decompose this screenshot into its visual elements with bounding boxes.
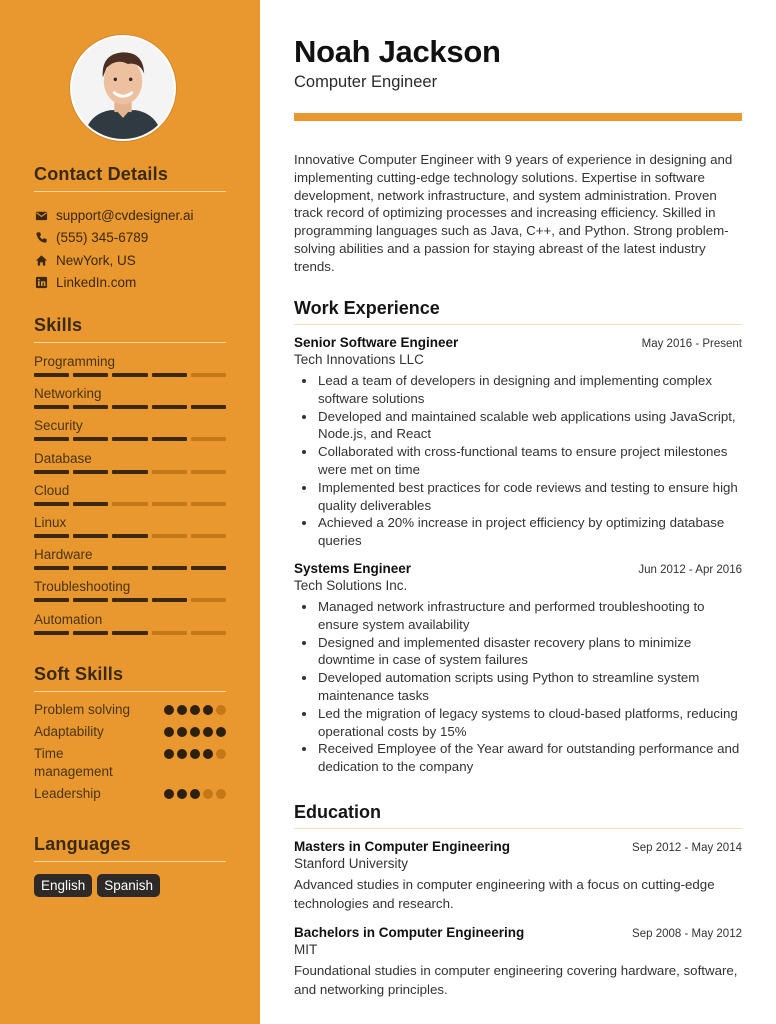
- list-item: Received Employee of the Year award for outstanding performance and dedication to the company: [294, 740, 742, 776]
- job-role: Systems Engineer: [294, 561, 412, 576]
- phone-icon: [34, 231, 48, 245]
- skill-level-segment: [73, 566, 108, 570]
- languages-heading: Languages: [34, 834, 226, 862]
- skill-level-segment: [152, 502, 187, 506]
- skill-level-bar: [34, 502, 226, 506]
- list-item: Lead a team of developers in designing and implementing complex software solutions: [294, 372, 742, 408]
- school-name: MIT: [294, 942, 318, 957]
- skill-level-segment: [73, 598, 108, 602]
- rating-dot: [177, 727, 187, 737]
- skill-level-segment: [152, 598, 187, 602]
- education-entry: [294, 839, 742, 913]
- contact-linkedin[interactable]: [34, 272, 226, 295]
- skill-row: [34, 416, 226, 448]
- skills-heading: Skills: [34, 315, 226, 343]
- skills-list: [34, 352, 226, 642]
- soft-skill-rating: [164, 785, 226, 799]
- skill-level-segment: [112, 373, 147, 377]
- skill-row: [34, 513, 226, 545]
- list-item: Managed network infrastructure and performed troubleshooting to ensure system availability: [294, 598, 742, 634]
- rating-dot: [216, 789, 226, 799]
- rating-dot: [203, 705, 213, 715]
- rating-dot: [203, 749, 213, 759]
- rating-dot: [164, 727, 174, 737]
- avatar: [72, 37, 174, 139]
- skill-level-segment: [112, 405, 147, 409]
- list-item: Developed and maintained scalable web applications using JavaScript, Node.js, and React: [294, 408, 742, 444]
- skill-label: Linux: [34, 514, 67, 530]
- list-item: Developed automation scripts using Python to streamline system maintenance tasks: [294, 669, 742, 705]
- skill-level-bar: [34, 470, 226, 474]
- skill-level-segment: [34, 470, 69, 474]
- rating-dot: [203, 789, 213, 799]
- sidebar: [0, 0, 260, 1024]
- contact-location: [34, 249, 226, 272]
- skill-row: [34, 545, 226, 577]
- contact-section: [34, 164, 226, 294]
- skill-level-segment: [112, 534, 147, 538]
- education-entry: [294, 925, 742, 999]
- skill-level-segment: [34, 534, 69, 538]
- job-dates: Jun 2012 - Apr 2016: [638, 564, 742, 576]
- skill-label: Cloud: [34, 482, 70, 498]
- skill-level-segment: [191, 631, 226, 635]
- list-item: Implemented best practices for code reviews and testing to ensure high quality deliverables: [294, 479, 742, 515]
- job-dates: May 2016 - Present: [641, 338, 742, 350]
- rating-dot: [190, 705, 200, 715]
- skill-level-segment: [112, 437, 147, 441]
- email-icon: [34, 208, 48, 222]
- profile-summary: Innovative Computer Engineer with 9 years of experience in designing and implementing cutting-edge technology solutions. Expertise in software development, network infrastructure, and system administration. Proven track record of optimizing processes and increasing efficiency. Skilled in programming languages such as Java, C++, and Python. Strong problem-solving abilities and a passion for staying abreast of the latest industry trends.: [294, 152, 733, 274]
- skill-level-bar: [34, 631, 226, 635]
- soft-skills-section: [34, 664, 226, 807]
- rating-dot: [164, 789, 174, 799]
- skill-level-segment: [34, 598, 69, 602]
- skill-level-segment: [73, 373, 108, 377]
- skill-level-segment: [112, 598, 147, 602]
- skill-row: [34, 384, 226, 416]
- skill-level-segment: [34, 631, 69, 635]
- soft-skill-rating: [164, 745, 226, 759]
- list-item: Collaborated with cross-functional teams to ensure project milestones were met on time: [294, 443, 742, 479]
- soft-skills-list: [34, 701, 226, 803]
- skill-row: [34, 352, 226, 384]
- soft-skill-label: Leadership: [34, 786, 101, 801]
- rating-dot: [177, 789, 187, 799]
- skill-label: Networking: [34, 386, 102, 402]
- job-bullets: [294, 598, 742, 776]
- contact-phone-text: (555) 345-6789: [56, 230, 149, 246]
- rating-dot: [190, 789, 200, 799]
- skill-level-segment: [112, 470, 147, 474]
- skill-level-segment: [112, 566, 147, 570]
- soft-skill-row: [34, 723, 226, 741]
- skill-level-segment: [191, 405, 226, 409]
- soft-skill-rating: [164, 701, 226, 715]
- skill-level-segment: [152, 566, 187, 570]
- skill-level-bar: [34, 437, 226, 441]
- rating-dot: [190, 749, 200, 759]
- skill-level-segment: [73, 534, 108, 538]
- contact-linkedin-text: LinkedIn.com: [56, 275, 137, 291]
- skill-level-bar: [34, 534, 226, 538]
- rating-dot: [177, 705, 187, 715]
- degree-title: Bachelors in Computer Engineering: [294, 925, 525, 940]
- job-role: Senior Software Engineer: [294, 335, 459, 350]
- soft-skill-row: [34, 785, 226, 803]
- skill-level-segment: [73, 437, 108, 441]
- education-description: Foundational studies in computer engineering covering hardware, software, and networking principles.: [294, 963, 738, 997]
- contact-heading: Contact Details: [34, 164, 226, 192]
- rating-dot: [203, 727, 213, 737]
- languages-section: [34, 834, 226, 897]
- job-company: Tech Innovations LLC: [294, 352, 424, 367]
- skill-label: Programming: [34, 354, 116, 369]
- contact-email-text: support@cvdesigner.ai: [56, 207, 194, 223]
- candidate-name: Noah Jackson: [294, 34, 501, 69]
- skill-label: Database: [34, 450, 92, 466]
- home-icon: [34, 253, 48, 267]
- skill-row: [34, 449, 226, 481]
- soft-skill-row: [34, 745, 226, 781]
- languages-list: [34, 874, 226, 897]
- skill-level-segment: [152, 534, 187, 538]
- job-bullets: [294, 372, 742, 550]
- list-item: Achieved a 20% increase in project efficiency by optimizing database queries: [294, 514, 742, 550]
- skill-level-segment: [191, 470, 226, 474]
- skill-row: [34, 481, 226, 513]
- education-description: Advanced studies in computer engineering with a focus on cutting-edge technologies and research.: [294, 877, 715, 911]
- degree-title: Masters in Computer Engineering: [294, 839, 511, 854]
- skill-label: Automation: [34, 611, 103, 627]
- rating-dot: [216, 705, 226, 715]
- soft-skills-heading: Soft Skills: [34, 664, 226, 692]
- contact-email[interactable]: [34, 204, 226, 227]
- job-company: Tech Solutions Inc.: [294, 578, 408, 593]
- skill-level-segment: [73, 405, 108, 409]
- skill-level-segment: [34, 405, 69, 409]
- skill-level-bar: [34, 566, 226, 570]
- contact-phone[interactable]: [34, 227, 226, 250]
- soft-skill-label: Problem solving: [34, 702, 131, 717]
- skill-level-segment: [152, 437, 187, 441]
- job-entry: [294, 335, 742, 550]
- skill-level-bar: [34, 598, 226, 602]
- job-entry: [294, 561, 742, 776]
- rating-dot: [177, 749, 187, 759]
- language-pill: English: [34, 874, 92, 897]
- skill-row: [34, 610, 226, 642]
- profile-photo: [70, 35, 176, 141]
- skill-level-segment: [152, 373, 187, 377]
- skill-level-bar: [34, 373, 226, 377]
- skill-label: Security: [34, 418, 83, 434]
- work-experience-heading: Work Experience: [294, 298, 742, 325]
- skill-level-segment: [191, 437, 226, 441]
- skill-level-segment: [34, 373, 69, 377]
- soft-skill-row: [34, 701, 226, 719]
- list-item: Led the migration of legacy systems to cloud-based platforms, reducing operational costs by 15%: [294, 705, 742, 741]
- skill-level-segment: [191, 502, 226, 506]
- skill-level-bar: [34, 405, 226, 409]
- skill-level-segment: [152, 470, 187, 474]
- linkedin-icon: [34, 276, 48, 290]
- skill-label: Hardware: [34, 547, 93, 563]
- skill-level-segment: [191, 534, 226, 538]
- skill-level-segment: [152, 631, 187, 635]
- skill-level-segment: [112, 502, 147, 506]
- skill-level-segment: [34, 502, 69, 506]
- skill-level-segment: [191, 566, 226, 570]
- soft-skill-label: Time management: [34, 746, 113, 779]
- skill-level-segment: [73, 502, 108, 506]
- rating-dot: [190, 727, 200, 737]
- rating-dot: [164, 749, 174, 759]
- education-dates: Sep 2008 - May 2012: [632, 928, 742, 940]
- skill-level-segment: [34, 437, 69, 441]
- rating-dot: [164, 705, 174, 715]
- education-heading: Education: [294, 802, 742, 829]
- skills-section: [34, 315, 226, 642]
- candidate-title: Computer Engineer: [294, 73, 438, 91]
- skill-level-segment: [73, 470, 108, 474]
- skill-level-segment: [112, 631, 147, 635]
- soft-skill-label: Adaptability: [34, 724, 104, 739]
- skill-level-segment: [191, 373, 226, 377]
- list-item: Designed and implemented disaster recovery plans to minimize downtime in case of system failures: [294, 634, 742, 670]
- skill-level-segment: [152, 405, 187, 409]
- skill-level-segment: [34, 566, 69, 570]
- skill-level-segment: [191, 598, 226, 602]
- skill-label: Troubleshooting: [34, 579, 131, 595]
- contact-location-text: NewYork, US: [56, 252, 136, 268]
- language-pill: Spanish: [97, 874, 160, 897]
- school-name: Stanford University: [294, 856, 409, 871]
- accent-divider: [294, 113, 742, 121]
- soft-skill-rating: [164, 723, 226, 737]
- skill-row: [34, 577, 226, 609]
- rating-dot: [216, 749, 226, 759]
- education-dates: Sep 2012 - May 2014: [632, 842, 742, 854]
- skill-level-segment: [73, 631, 108, 635]
- rating-dot: [216, 727, 226, 737]
